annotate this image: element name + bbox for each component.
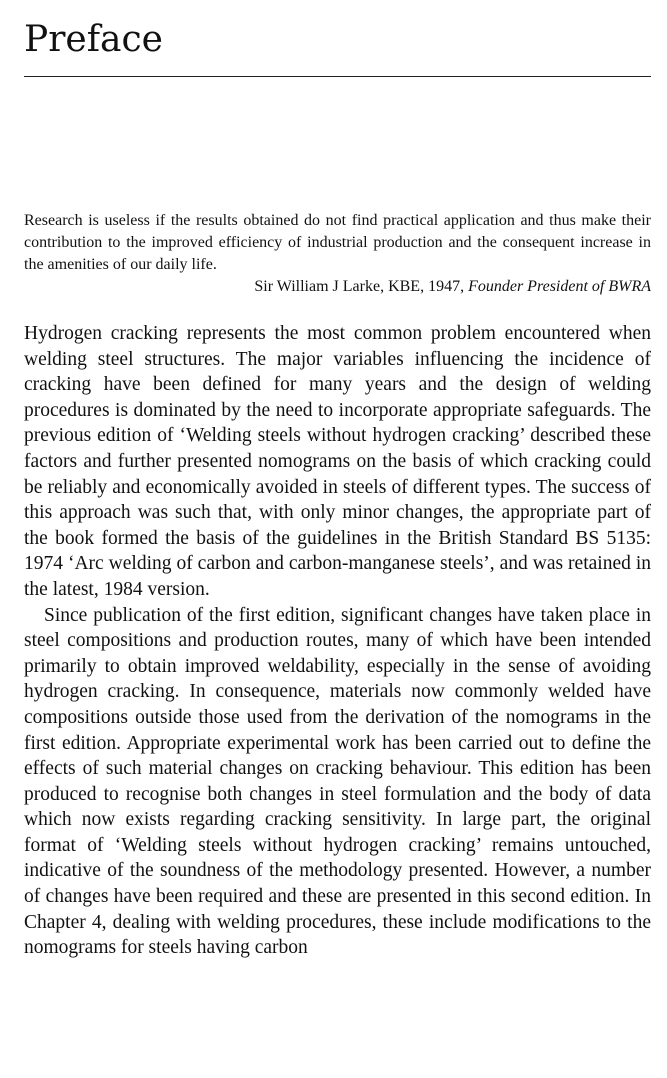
epigraph-role: Founder President of BWRA — [468, 278, 651, 295]
epigraph-author: Sir William J Larke, KBE, 1947, — [254, 278, 465, 295]
title-rule — [24, 76, 651, 77]
body-paragraph: Since publication of the first edition, significant changes have taken place in steel compositions and production routes, many of which have been intended primarily to obtain improved weldability, especially in the sense of avoiding hydrogen cracking. In consequence, materials now commonly welded have compositions outside those used from the derivation of the nomograms in the first edition. Appropriate experimental work has been carried out to define the effects of such material changes on cracking behaviour. This edition has been produced to recognise both changes in steel formulation and the body of data which now exists regarding cracking sensitivity. In large part, the original format of ‘Welding steels without hydrogen cracking’ remains untouched, indicative of the soundness of the methodology presented. However, a number of changes have been required and these are presented in this second edition. In Chapter 4, dealing with welding procedures, these include modifications to the nomograms for steels having carbon — [24, 604, 651, 959]
epigraph — [24, 210, 651, 298]
body-text — [24, 321, 651, 961]
body-paragraph: Hydrogen cracking represents the most common problem encountered when welding steel structures. The major variables influencing the incidence of cracking have been defined for many years and the design of welding procedures is dominated by the need to incorporate appropriate safeguards. The previous edition of ‘Welding steels without hydrogen cracking’ described these factors and further presented nomograms on the basis of which cracking could be reliably and economically avoided in steels of different types. The success of this approach was such that, with only minor changes, the appropriate part of the book formed the basis of the guidelines in the British Standard BS 5135: 1974 ‘Arc welding of carbon and carbon-manganese steels’, and was retained in the latest, 1984 version. — [24, 323, 651, 600]
epigraph-attribution — [24, 276, 651, 298]
epigraph-quote: Research is useless if the results obtained do not find practical application and thus make their contribution to the improved efficiency of industrial production and the consequent increase in the amenities of our daily life. — [24, 212, 651, 273]
page-title: Preface — [24, 19, 163, 60]
